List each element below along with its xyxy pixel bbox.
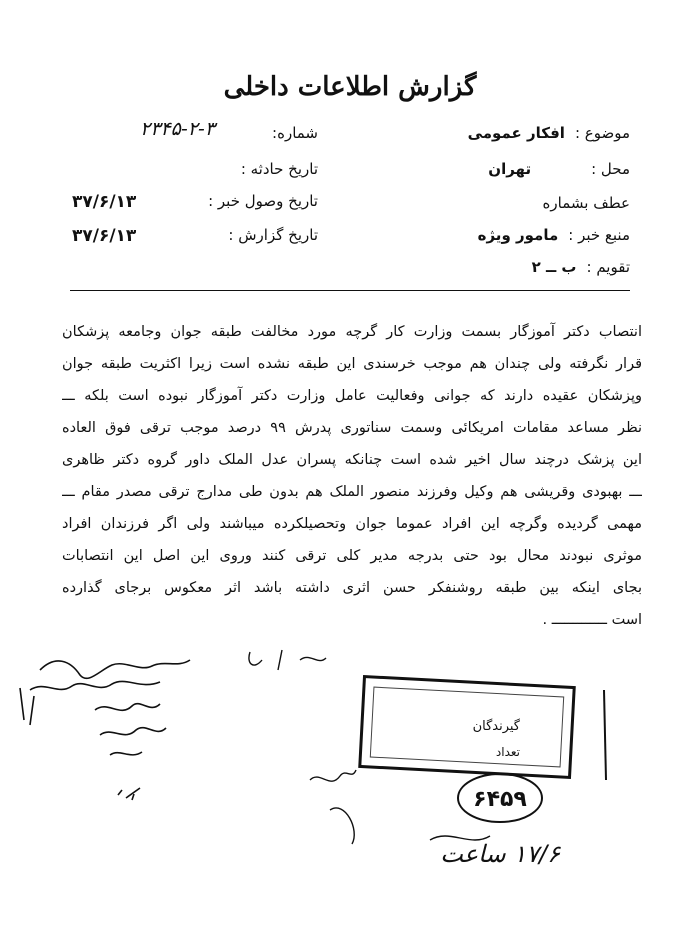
body-line: موثری نبودند محال بود حتی بدرجه مدیر کلی ترقی کنند وروی این اصل این انتصابات [62, 548, 642, 564]
rating-value: ب ــ ۲ [531, 258, 577, 276]
location-value: تهران [488, 160, 532, 178]
report-date-value: ۳۷/۶/۱۳ [72, 226, 137, 246]
report-date-field [228, 226, 318, 244]
receipt-date-value: ۳۷/۶/۱۳ [72, 192, 137, 212]
handwritten-note [20, 660, 190, 800]
report-date-label: تاریخ گزارش : [228, 226, 318, 244]
reference-label: عطف بشماره [542, 194, 630, 212]
source-label: منبع خبر : [568, 226, 630, 244]
reception-stamp [360, 677, 574, 778]
reference-field [543, 194, 630, 212]
header-divider [70, 290, 630, 291]
receipt-date-label: تاریخ وصول خبر : [208, 192, 318, 210]
subject-field [468, 124, 630, 142]
subject-label: موضوع : [574, 124, 630, 142]
receipt-date-field [208, 192, 318, 210]
annotations-area [0, 630, 700, 910]
stamp-line-1: گیرندگان [472, 719, 520, 734]
body-line: وپزشکان عقیده دارند که جوانی وفعالیت عامل وزارت دکتر آموزگار نبوده است بلکه ـــ [62, 388, 642, 404]
body-line: مهمی گردیده وگرچه این افراد عموما جوان وتحصیلکرده میباشند ولی اگر فرزندان افراد [62, 516, 642, 532]
handwritten-date: ۱۷/۶ ساعت [440, 840, 560, 868]
stamp-line-2: تعداد [495, 745, 520, 759]
body-line: انتصاب دکتر آموزگار بسمت وزارت کار گرچه مورد مخالفت طبقه جوان وجامعه پزشکان [62, 324, 642, 340]
source-field [478, 226, 630, 244]
location-label: محل : [591, 160, 630, 178]
rating-field [532, 258, 630, 276]
report-number-value: ۲۳۴۵-۲-۳ [140, 118, 215, 140]
location-field [488, 160, 630, 178]
handwritten-marks [249, 650, 356, 844]
report-body [62, 316, 642, 636]
body-line: بجای اینکه بین طبقه روشنفکر حسن اثری داشته باشد اثر معکوس برجای گذارده [62, 580, 642, 596]
body-line: نظر مساعد مقامات امریکائی وسمت سناتوری پدرش ۹۹ درصد موجب ترقی فوق العاده [62, 420, 642, 436]
report-number-label: شماره: [272, 124, 318, 142]
body-line: این پزشک درچند سال اخیر شده است چنانکه پسران عدل الملک داور گروه دکتر ظاهری [62, 452, 642, 468]
page-title: گزارش اطلاعات داخلی [223, 72, 477, 102]
incident-date-field [241, 160, 318, 178]
subject-value: افکار عمومی [467, 124, 565, 142]
body-line: قرار نگرفته ولی چندان هم موجب خرسندی این طبقه نشده است زیرا اکثریت طبقه جوان [62, 356, 642, 372]
stamp-number: ۶۴۵۹ [473, 787, 527, 812]
body-line: است ـــــــــــــ . [542, 612, 642, 628]
incident-date-label: تاریخ حادثه : [240, 160, 318, 178]
report-number-field [272, 124, 318, 142]
source-value: مامور ویژه [477, 226, 559, 244]
body-line: ـــ بهبودی وقریشی هم وکیل وفرزند منصور الملک هم بدون طی مدارج ترقی مصدر مقام ـــ [62, 484, 642, 500]
stamp-number-circle [458, 774, 542, 822]
rating-label: تقویم : [586, 258, 630, 276]
